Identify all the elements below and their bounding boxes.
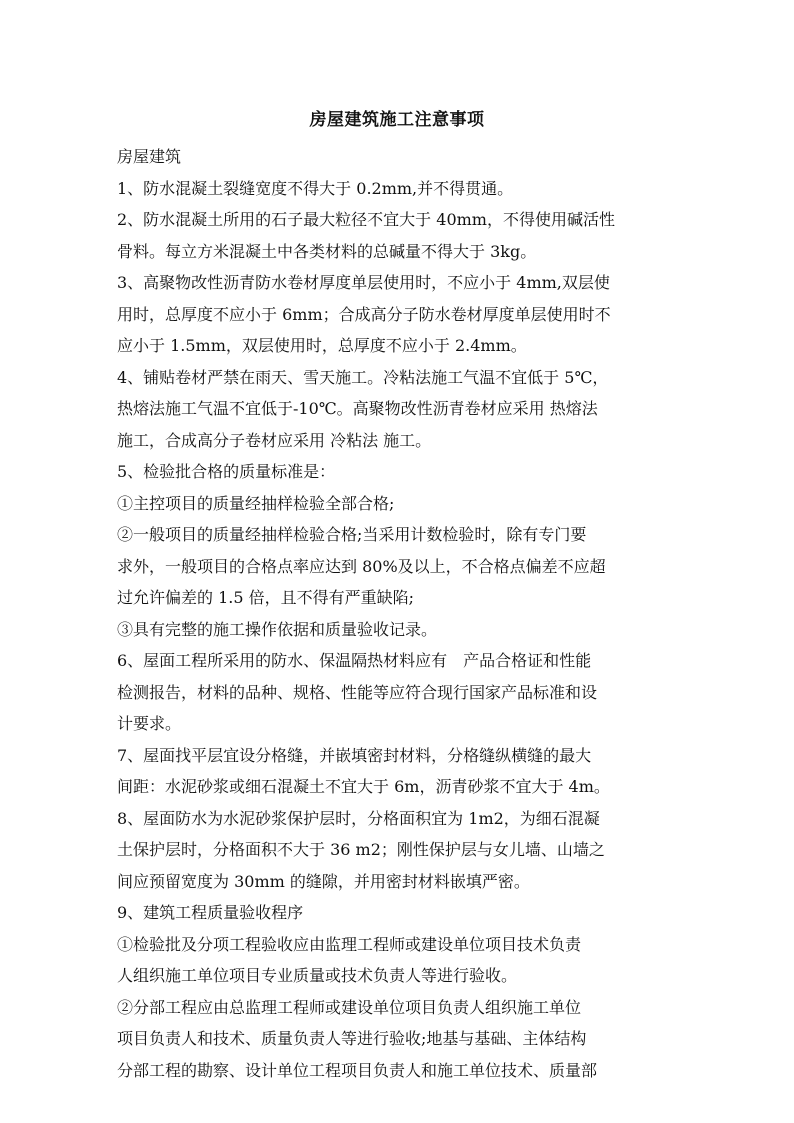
- body-line: 间距：水泥砂浆或细石混凝土不宜大于 6m，沥青砂浆不宜大于 4m。: [117, 777, 610, 796]
- body-line: ②分部工程应由总监理工程师或建设单位项目负责人组织施工单位: [117, 997, 582, 1017]
- body-line: 求外，一般项目的合格点率应达到 80%及以上，不合格点偏差不应超: [117, 556, 606, 576]
- body-line: 热熔法施工气温不宜低于-10℃。高聚物改性沥青卷材应采用 热熔法: [117, 399, 598, 418]
- body-line: 5、检验批合格的质量标准是：: [117, 462, 336, 481]
- body-line: 应小于 1.5mm，双层使用时，总厚度不应小于 2.4mm。: [117, 336, 527, 355]
- body-line: ②一般项目的质量经抽样检验合格;当采用计数检验时，除有专门要: [117, 525, 587, 544]
- body-line: 4、铺贴卷材严禁在雨天、雪天施工。冷粘法施工气温不宜低于 5℃，: [117, 367, 609, 387]
- body-line: ①检验批及分项工程验收应由监理工程师或建设单位项目技术负责: [117, 934, 582, 954]
- body-line: 6、屋面工程所采用的防水、保温隔热材料应有 产品合格证和性能: [117, 651, 592, 670]
- body-line: 间应预留宽度为 30mm 的缝隙，并用密封材料嵌填严密。: [117, 871, 530, 891]
- body-line: ③具有完整的施工操作依据和质量验收记录。: [117, 619, 438, 639]
- body-line: 3、高聚物改性沥青防水卷材厚度单层使用时，不应小于 4mm,双层使: [117, 273, 610, 292]
- body-line: 过允许偏差的 1.5 倍，且不得有严重缺陷;: [117, 588, 415, 607]
- body-line: ①主控项目的质量经抽样检验全部合格;: [117, 493, 395, 513]
- body-line: 分部工程的勘察、设计单位工程项目负责人和施工单位技术、质量部: [117, 1060, 598, 1080]
- body-line: 用时，总厚度不应小于 6mm；合成高分子防水卷材厚度单层使用时不: [117, 304, 611, 324]
- body-line: 人组织施工单位项目专业质量或技术负责人等进行验收。: [117, 966, 518, 985]
- body-line: 7、屋面找平层宜设分格缝，并嵌填密封材料，分格缝纵横缝的最大: [117, 745, 592, 765]
- body-line: 8、屋面防水为水泥砂浆保护层时，分格面积宜为 1m2，为细石混凝: [117, 808, 600, 828]
- document-title: 房屋建筑施工注意事项: [309, 110, 485, 130]
- body-line: 施工，合成高分子卷材应采用 冷粘法 施工。: [117, 430, 432, 450]
- body-line: 检测报告，材料的品种、规格、性能等应符合现行国家产品标准和设: [117, 682, 598, 702]
- document-body: [117, 141, 682, 1086]
- body-line: 1、防水混凝土裂缝宽度不得大于 0.2mm,并不得贯通。: [117, 178, 514, 198]
- body-line: 项目负责人和技术、质量负责人等进行验收;地基与基础、主体结构: [117, 1029, 587, 1048]
- body-line: 房屋建筑: [117, 147, 182, 166]
- body-line: 计要求。: [117, 714, 182, 733]
- body-line: 9、建筑工程质量验收程序: [117, 903, 304, 922]
- body-line: 土保护层时，分格面积不大于 36 m2；刚性保护层与女儿墙、山墙之: [117, 840, 605, 859]
- body-line: 2、防水混凝土所用的石子最大粒径不宜大于 40mm，不得使用碱活性: [117, 210, 615, 229]
- body-line: 骨料。每立方米混凝土中各类材料的总碱量不得大于 3kg。: [117, 241, 537, 261]
